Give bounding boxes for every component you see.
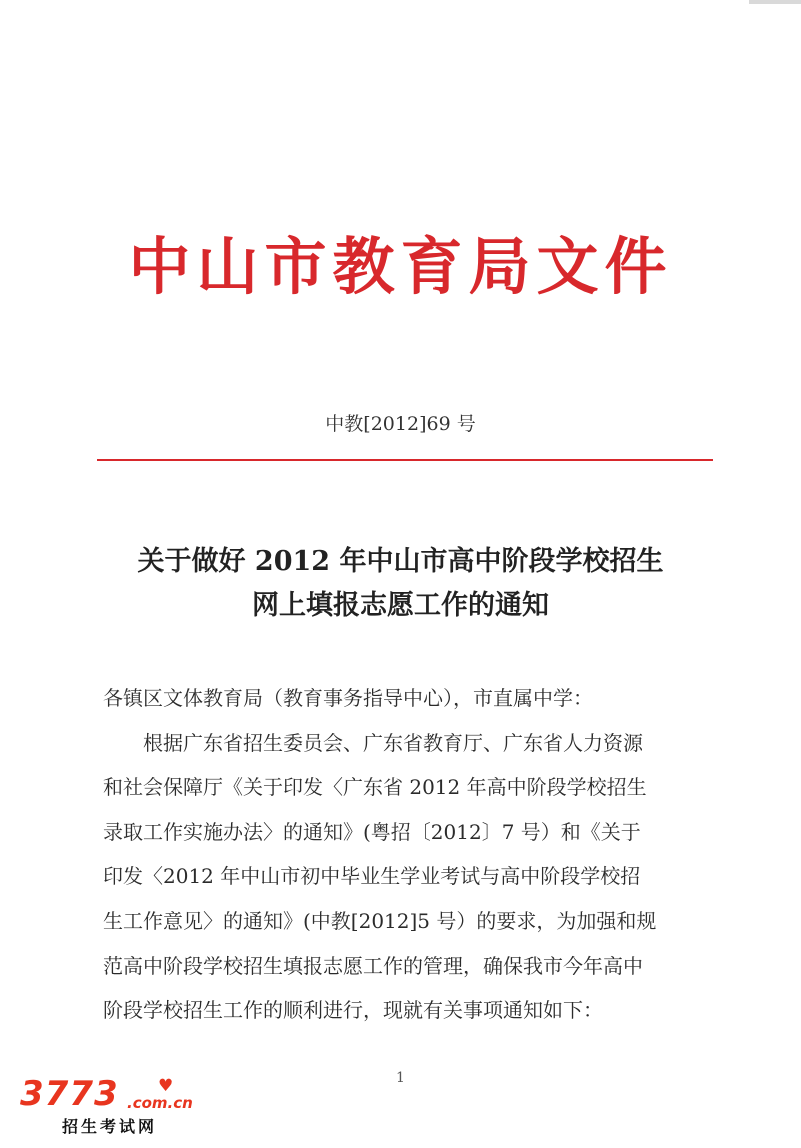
body-line: 生工作意见〉的通知》(中教[2012]5 号）的要求，为加强和规 <box>103 908 657 933</box>
page-number: 1 <box>396 1070 405 1086</box>
notice-title <box>0 540 801 628</box>
body-line: 根据广东省招生委员会、广东省教育厅、广东省人力资源 <box>143 730 643 755</box>
body-line: 阶段学校招生工作的顺利进行，现就有关事项通知如下： <box>103 998 603 1023</box>
watermark-domain: .com.cn <box>127 1094 193 1112</box>
watermark-number: 3773 <box>20 1074 119 1114</box>
body-line-salutation: 各镇区文体教育局（教育事务指导中心），市直属中学： <box>103 686 593 710</box>
body-line: 和社会保障厅《关于印发〈广东省 2012 年高中阶段学校招生 <box>103 775 647 800</box>
scan-corner-mark <box>749 0 801 4</box>
body-line: 范高中阶段学校招生填报志愿工作的管理，确保我市今年高中 <box>103 953 643 978</box>
body-line: 印发〈2012 年中山市初中毕业生学业考试与高中阶段学校招 <box>103 864 641 889</box>
red-divider-line <box>97 459 713 461</box>
agency-header-title: 中山市教育局文件 <box>128 230 673 303</box>
notice-body <box>103 676 703 1033</box>
body-line: 录取工作实施办法〉的通知》(粤招〔2012〕7 号）和《关于 <box>103 819 641 844</box>
notice-title-line-1: 关于做好 2012 年中山市高中阶段学校招生 <box>137 546 664 577</box>
heart-icon: ♥ <box>158 1076 174 1096</box>
document-number: 中教[2012]69 号 <box>325 413 476 435</box>
site-watermark-logo <box>20 1074 193 1144</box>
watermark-subtitle: 招生考试网 <box>62 1117 158 1136</box>
notice-title-line-2: 网上填报志愿工作的通知 <box>252 590 549 621</box>
